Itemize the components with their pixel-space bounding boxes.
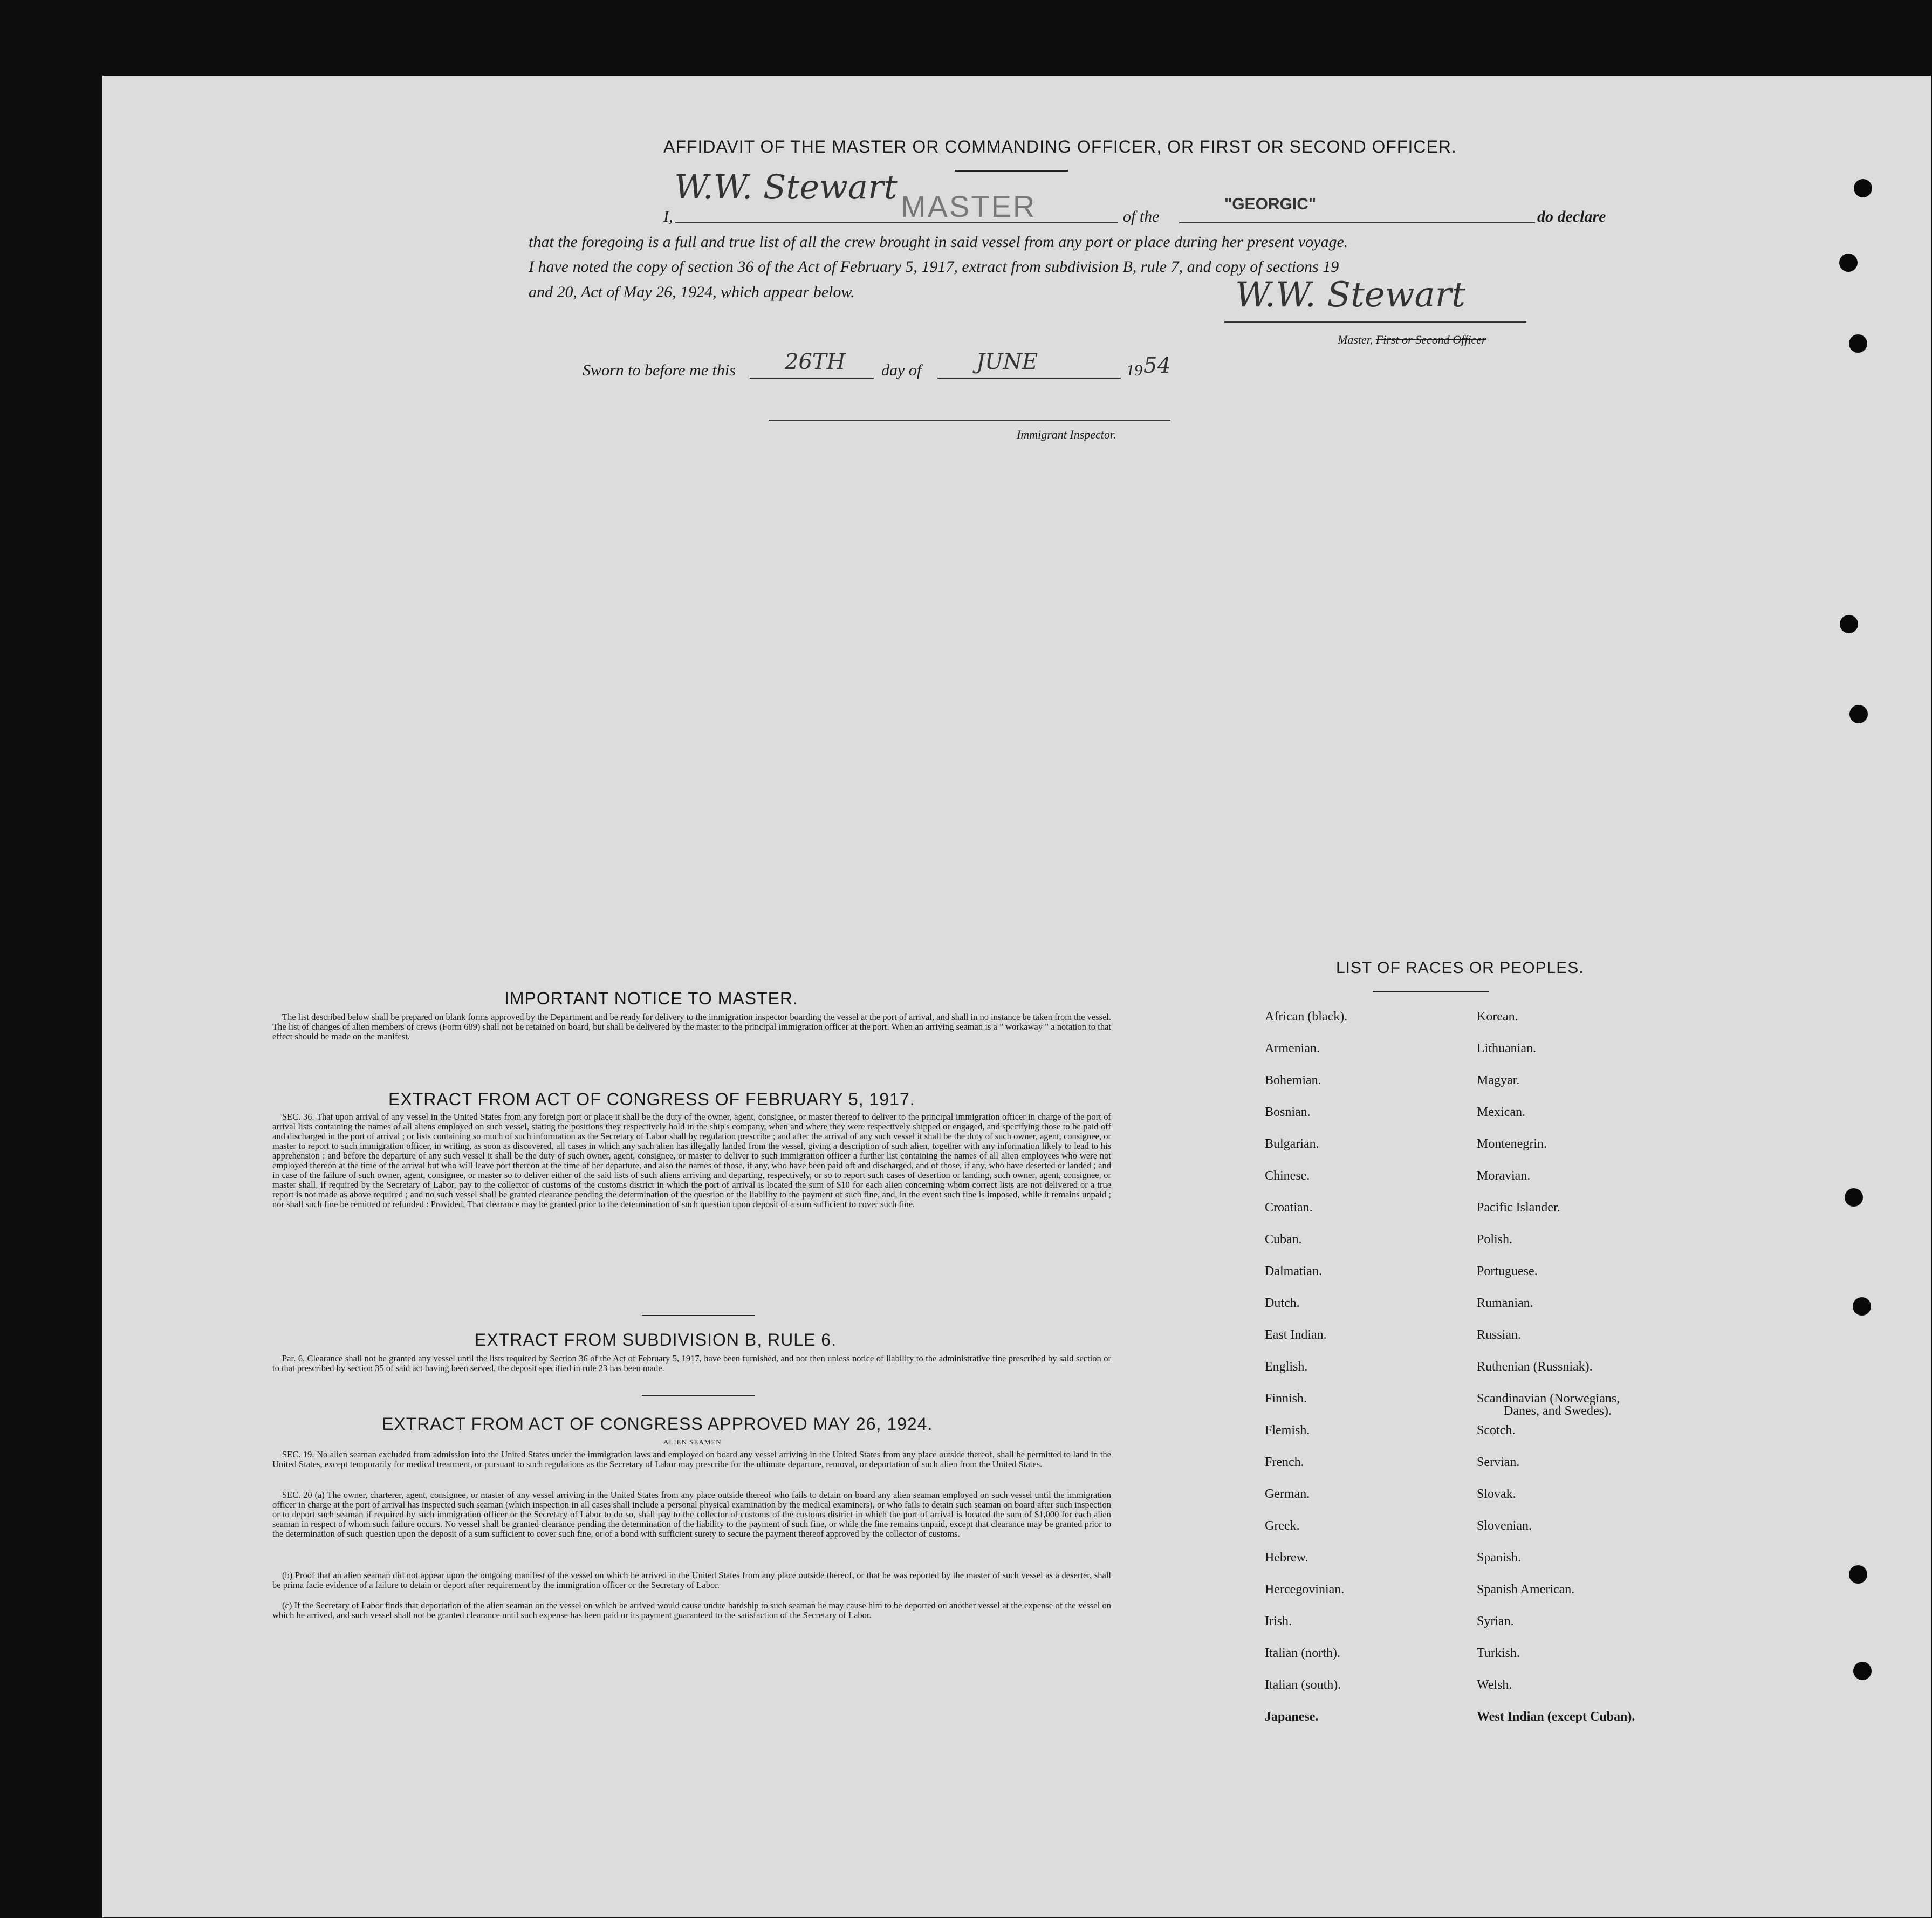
- punch-hole: [1853, 1297, 1871, 1316]
- punch-hole: [1849, 705, 1868, 723]
- signature-line: [1224, 321, 1526, 323]
- race-item: West Indian (except Cuban).: [1477, 1710, 1635, 1724]
- race-item: Welsh.: [1477, 1678, 1512, 1692]
- punch-hole: [1845, 1188, 1863, 1207]
- race-item: Pacific Islander.: [1477, 1201, 1560, 1215]
- name-blank: [675, 222, 1118, 223]
- punch-hole: [1853, 1662, 1872, 1680]
- punch-hole: [1849, 334, 1867, 353]
- race-item: Scotch.: [1477, 1423, 1516, 1437]
- affidavit-title: AFFIDAVIT OF THE MASTER OR COMMANDING OFFICER, OR FIRST OR SECOND OFFICER.: [663, 137, 1457, 156]
- extract-1924-title: EXTRACT FROM ACT OF CONGRESS APPROVED MAY 26, 1924.: [382, 1414, 933, 1434]
- race-item: Russian.: [1477, 1328, 1522, 1342]
- punch-hole: [1840, 615, 1858, 633]
- do-declare-label: do declare: [1537, 208, 1606, 225]
- subdivision-body: Par. 6. Clearance shall not be granted any vessel until the lists required by Section 36 of the Act of February 5, 1917, have been furnished, and not then unless notice of liability to the administrative fine prescribed by said section or to that prescribed by section 35 of said act having been served, the deposit specified in rule 23 has been made.: [272, 1353, 1111, 1373]
- race-item: East Indian.: [1265, 1328, 1327, 1342]
- race-item: Moravian.: [1477, 1169, 1531, 1183]
- extract-1924-sec20b: (b) Proof that an alien seaman did not appear upon the outgoing manifest of the vessel on which he arrived in the United States from any place outside thereof, or that he was reported by the master of such vessel as a deserter, shall be prima facie evidence of a failure to detain or deport after requirement by the immigration officer or the Secretary of Labor.: [272, 1570, 1111, 1590]
- race-item: Ruthenian (Russniak).: [1477, 1360, 1593, 1374]
- race-item: Spanish.: [1477, 1551, 1522, 1565]
- separator: [642, 1395, 755, 1396]
- race-item: Dalmatian.: [1265, 1264, 1322, 1278]
- inspector-label: Immigrant Inspector.: [1017, 428, 1116, 441]
- master-label-struck: First or Second Officer: [1375, 333, 1486, 346]
- race-item: African (black).: [1265, 1010, 1348, 1024]
- notice-title: IMPORTANT NOTICE TO MASTER.: [504, 989, 798, 1008]
- year-suffix: 54: [1143, 353, 1171, 378]
- race-item: Polish.: [1477, 1232, 1513, 1246]
- punch-hole: [1839, 254, 1858, 272]
- race-item: Greek.: [1265, 1519, 1300, 1533]
- sworn-label: Sworn to before me this: [583, 361, 736, 379]
- race-item: Italian (south).: [1265, 1678, 1341, 1692]
- year-prefix: 19: [1126, 361, 1142, 379]
- race-item: Syrian.: [1477, 1614, 1514, 1628]
- sworn-day: 26TH: [785, 350, 846, 374]
- master-signature: W.W. Stewart: [674, 167, 898, 207]
- race-item: French.: [1265, 1455, 1304, 1469]
- race-item: Cuban.: [1265, 1232, 1302, 1246]
- race-item: English.: [1265, 1360, 1308, 1374]
- race-item: Hebrew.: [1265, 1551, 1308, 1565]
- master-signature-2: W.W. Stewart: [1235, 275, 1465, 315]
- race-item: Turkish.: [1477, 1646, 1520, 1660]
- races-underline: [1373, 991, 1489, 992]
- declaration-line-1: that the foregoing is a full and true list of all the crew brought in said vessel from any port or place during her present voyage.: [529, 233, 1348, 251]
- race-item: Flemish.: [1265, 1423, 1310, 1437]
- extract-1924-sec20a: SEC. 20 (a) The owner, charterer, agent, consignee, or master of any vessel arriving in the United States from any place outside thereof who fails to detain on board any alien seaman employed on such vessel until the immigration officer in charge at the port of arrival has inspected such seaman (which inspection in all cases shall include a personal physical examination by the medical examiners), or who fails to detain such seaman on board after such inspection or to deport such seaman if required by such immigration officer or the Secretary of Labor to do so, shall pay to the collector of customs of the customs district in which the port of arrival is located the sum of $1,000 for each alien seaman in respect of whom such failure occurs. No vessel shall be granted clearance pending the determination of the liability to the payment of such fine, or while the fine remains unpaid, except that clearance may be granted prior to the determination of such question upon the deposit of a sum sufficient to cover such fine, or of a bond with sufficient surety to secure the payment thereof approved by the collector of customs.: [272, 1490, 1111, 1539]
- inspector-line: [769, 420, 1170, 421]
- race-item: Hercegovinian.: [1265, 1583, 1345, 1597]
- race-item: Bosnian.: [1265, 1105, 1311, 1119]
- race-item: Italian (north).: [1265, 1646, 1340, 1660]
- race-item: Lithuanian.: [1477, 1042, 1536, 1056]
- vessel-name: "GEORGIC": [1224, 195, 1317, 213]
- race-item: Montenegrin.: [1477, 1137, 1547, 1151]
- race-item: Slovak.: [1477, 1487, 1516, 1501]
- extract-1924-sec19: SEC. 19. No alien seaman excluded from admission into the United States under the immigration laws and employed on board any vessel arriving in the United States from any place outside thereof, shall be permitted to land in the United States, except temporarily for medical treatment, or pursuant to such regulations as the Secretary of Labor may prescribe for the ultimate departure, removal, or deportation of such alien from the United States.: [272, 1449, 1111, 1469]
- race-item: Armenian.: [1265, 1042, 1320, 1056]
- race-item: Servian.: [1477, 1455, 1520, 1469]
- race-item: Rumanian.: [1477, 1296, 1533, 1310]
- of-the-label: of the: [1123, 208, 1160, 225]
- i-label: I,: [663, 208, 673, 225]
- title-underline: [955, 170, 1068, 172]
- extract-1917-title: EXTRACT FROM ACT OF CONGRESS OF FEBRUARY 5, 1917.: [388, 1090, 915, 1109]
- rank-stamp: MASTER: [901, 189, 1037, 223]
- race-item: Slovenian.: [1477, 1519, 1532, 1533]
- race-item: Portuguese.: [1477, 1264, 1538, 1278]
- notice-body: The list described below shall be prepared on blank forms approved by the Department and be ready for delivery to the immigration inspector boarding the vessel at the port of arrival, and shall in no instance be taken from the vessel. The list of changes of alien members of crews (Form 689) shall not be retained on board, but shall be delivered by the master to the principal immigration officer at the port. When an arriving seaman is a " workaway " a notation to that effect should be made on the manifest.: [272, 1012, 1111, 1042]
- sworn-month: JUNE: [976, 350, 1038, 374]
- declaration-line-3: and 20, Act of May 26, 1924, which appear below.: [529, 283, 855, 301]
- extract-1917-body: SEC. 36. That upon arrival of any vessel in the United States from any foreign port or place it shall be the duty of the owner, agent, consignee, or master thereof to deliver to the principal immigration officer in charge of the port of arrival lists containing the names of all aliens employed on such vessel, stating the positions they respectively hold in the ship's company, when and where they were respectively shipped or engaged, and specifying those to be paid off and discharged in the port of arrival ; or lists containing so much of such information as the Secretary of Labor shall by regulation prescribe ; and after the arrival of any such vessel it shall be the duty of such owner, agent, consignee, or master to report to such immigration officer, in writing, as soon as discovered, all cases in which any such alien has illegally landed from the vessel, giving a description of such alien, together with any information likely to lead to his apprehension ; and before the departure of any such vessel it shall be the duty of such owner, agent, consignee, or master to deliver to such immigration officer a further list containing the names of all alien employees who were not employed thereon at the time of the arrival but who will leave port thereon at the time of her departure, and also the names of those, if any, who have been paid off and discharged, and of those, if any, who have deserted or landed ; and in case of the failure of such owner, agent, consignee, or master so to deliver either of the said lists of such aliens arriving and departing, respectively, or so to report such cases of desertion or landing, such owner, agent, consignee, or master shall, if required by the Secretary of Labor, pay to the collector of customs of the customs district in which the port of arrival is located the sum of $10 for each alien concerning whom correct lists are not delivered or a true report is not made as above required ; and no such vessel shall be granted clearance pending the determination of the question of the liability to the payment of such fine, and, in the event such fine is imposed, while it remains unpaid ; nor shall such fine be remitted or refunded : Provided, That clearance may be granted prior to the determination of such question upon deposit of a sum sufficient to cover such fine.: [272, 1112, 1111, 1209]
- race-item: Magyar.: [1477, 1073, 1520, 1087]
- race-item: German.: [1265, 1487, 1310, 1501]
- race-item: Croatian.: [1265, 1201, 1313, 1215]
- master-label: [1338, 333, 1486, 347]
- race-item-continuation: Danes, and Swedes).: [1504, 1404, 1612, 1418]
- punch-hole: [1849, 1565, 1867, 1584]
- vessel-blank: [1179, 222, 1535, 223]
- subdivision-title: EXTRACT FROM SUBDIVISION B, RULE 6.: [475, 1330, 837, 1350]
- race-item: Dutch.: [1265, 1296, 1300, 1310]
- master-label-prefix: Master,: [1338, 333, 1376, 346]
- race-item: Korean.: [1477, 1010, 1518, 1024]
- extract-1924-sec20c: (c) If the Secretary of Labor finds that deportation of the alien seaman on the vessel on which he arrived would cause undue hardship to such seaman he may cause him to be deported on another vessel at the expense of the vessel on which he arrived, and such vessel shall not be granted clearance until such expense has been paid or its payment guaranteed to the satisfaction of the Secretary of Labor.: [272, 1600, 1111, 1620]
- extract-1924-subtitle: ALIEN SEAMEN: [663, 1438, 722, 1446]
- separator: [642, 1315, 755, 1316]
- race-item: Mexican.: [1477, 1105, 1525, 1119]
- document-sheet: [102, 76, 1931, 1917]
- sworn-day-blank: [750, 378, 874, 379]
- race-item: Scandinavian (Norwegians,: [1477, 1392, 1620, 1406]
- race-item: Bulgarian.: [1265, 1137, 1319, 1151]
- punch-hole: [1854, 179, 1872, 197]
- race-item: Chinese.: [1265, 1169, 1310, 1183]
- sworn-month-blank: [937, 378, 1121, 379]
- declaration-line-2: I have noted the copy of section 36 of the Act of February 5, 1917, extract from subdivision B, rule 7, and copy of sections 19: [529, 258, 1339, 276]
- day-of-label: day of: [881, 361, 922, 379]
- race-item: Bohemian.: [1265, 1073, 1321, 1087]
- race-item: Spanish American.: [1477, 1583, 1575, 1597]
- races-title: LIST OF RACES OR PEOPLES.: [1336, 959, 1584, 977]
- race-item: Irish.: [1265, 1614, 1292, 1628]
- race-item: Japanese.: [1265, 1710, 1319, 1724]
- race-item: Finnish.: [1265, 1392, 1307, 1406]
